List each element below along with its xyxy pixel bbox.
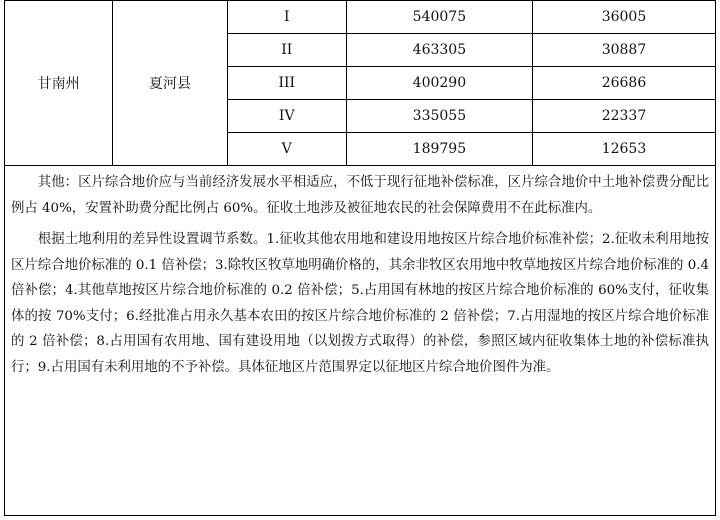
table-row xyxy=(5,1,716,34)
price-cell: 335055 xyxy=(346,100,532,133)
notes-paragraph-coefficients: 根据土地利用的差异性设置调节系数。1.征收其他农用地和建设用地按区片综合地价标准补偿；2.征收未利用地按区片综合地价标准的 0.1 倍补偿；3.除牧区牧草地明确价格的，其余非牧区农用地中牧草地按区片综合地价标准的 0.4 倍补偿；4.其他草地按区片综合地价标准的 0.2 倍补偿；5.占用国有林地的按区片综合地价标准的 60%支付，征收集体的按 70%支付；6.经批准占用永久基本农田的按区片综合地价标准的 2 倍补偿；7.占用湿地的按区片综合地价标准的 2 倍补偿；8.占用国有农用地、国有建设用地（以划拨方式取得）的补偿，参照区域内征收集体土地的补偿标准执行；9.占用国有未利用地的不予补偿。具体征地区片范围界定以征地区片综合地价图件为准。 xyxy=(11,232,709,375)
county-cell: 夏河县 xyxy=(113,1,227,166)
region-cell: 甘南州 xyxy=(5,1,113,166)
price-cell: 463305 xyxy=(346,34,532,67)
grade-cell: V xyxy=(227,133,346,166)
grade-cell: I xyxy=(227,1,346,34)
notes-paragraph-other: 其他：区片综合地价应与当前经济发展水平相适应，不低于现行征地补偿标准，区片综合地价中土地补偿费分配比例占 40%，安置补助费分配比例占 60%。征收土地涉及被征地农民的社会保障费用不在此标准内。 xyxy=(11,175,709,216)
price-cell: 189795 xyxy=(346,133,532,166)
grade-cell: II xyxy=(227,34,346,67)
price-cell: 540075 xyxy=(346,1,532,34)
compensation-cell: 30887 xyxy=(532,34,715,67)
grade-cell: III xyxy=(227,67,346,100)
land-price-table xyxy=(4,0,716,166)
grade-cell: IV xyxy=(227,100,346,133)
compensation-cell: 26686 xyxy=(532,67,715,100)
notes-section xyxy=(11,170,709,386)
document-page xyxy=(4,0,716,516)
compensation-cell: 36005 xyxy=(532,1,715,34)
compensation-cell: 22337 xyxy=(532,100,715,133)
price-cell: 400290 xyxy=(346,67,532,100)
compensation-cell: 12653 xyxy=(532,133,715,166)
